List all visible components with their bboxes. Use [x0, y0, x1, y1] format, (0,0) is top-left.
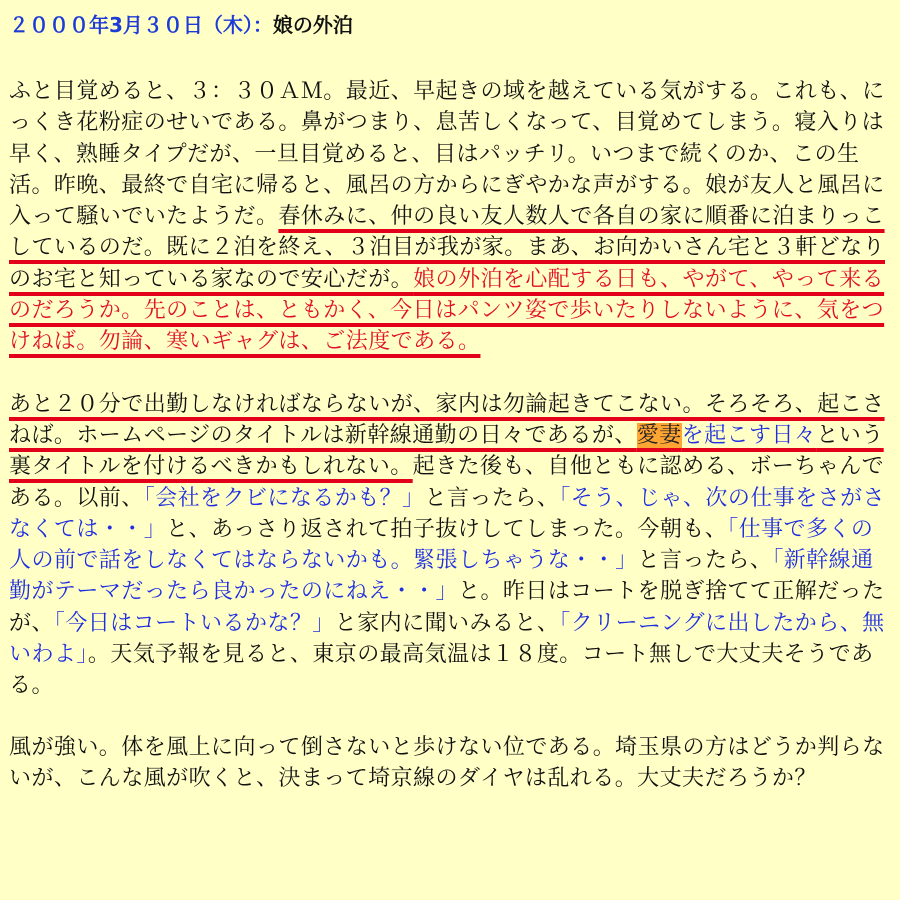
paragraph-2-text-2: と言ったら、 [424, 485, 560, 511]
paragraph-2 [9, 389, 894, 702]
paragraph-2-underlined-1: あと２０分で出勤しなければならないが、家内は勿論起きてこない。そろそろ、起こさねば。ホームページのタイトルは新幹線通勤の日々であるが、 [9, 391, 885, 448]
quote-blue-3: 「仕事で多くの人の前で話をしなくてはならないかも。緊張しちゃうな・・」 [9, 516, 874, 574]
entry-title: 娘の外泊 [272, 13, 353, 37]
quote-blue-4: 「新幹線通勤がテーマだったら良かったのにねえ・・」 [9, 548, 874, 605]
paragraph-3 [9, 732, 894, 795]
paragraph-2-text-5: と。昨日はコートを脱ぎ捨てて正解だったが、 [9, 579, 885, 636]
paragraph-2-text-7: 。天気予報を見ると、東京の最高気温は１８度。コート無しで大丈夫そうである。 [9, 642, 874, 699]
entry-date: ２０００年3月３０日（木） [9, 13, 253, 37]
entry-header [9, 8, 894, 42]
quote-blue-6: 「クリーニングに出したから、無いわよ」 [9, 610, 885, 668]
quote-blue-1: 「会社をクビになるかも？」 [143, 485, 425, 511]
paragraph-1-underlined-red: 娘の外泊を心配する日も、やがて、やって来るのだろうか。先のことは、ともかく、今日はパンツ姿で歩いたりしないように、気をつけねば。勿論、寒いギャグは、ご法度である。 [9, 266, 885, 355]
paragraph-1-text: ふと目覚めると、３：３０ＡＭ。最近、早起きの域を越えている気がする。これも、にっくき花粉症のせいである。鼻がつまり、息苦しくなって、目覚めてしまう。寝入りは早く、熟睡タイプだが、一旦目覚めると、目はパッチリ。いつまで続くのか、この生活。昨晩、最終で自宅に帰ると、風呂の方からにぎやかな声がする。娘が友人と風呂に入って騒いでいたようだ。 [9, 79, 885, 230]
paragraph-2-underlined-2: という裏タイトルを付けるべきかもしれない。 [9, 422, 884, 480]
paragraph-2-text-6: と家内に聞いみると、 [334, 610, 560, 636]
paragraph-3-text: 風が強い。体を風上に向って倒さないと歩けない位である。埼玉県の方はどうか判らないが、こんな風が吹くと、決まって埼京線のダイヤは乱れる。大丈夫だろうか？ [9, 734, 885, 791]
paragraph-2-underlined-blue: を起こす日々 [681, 422, 817, 448]
header-colon: ： [252, 13, 273, 37]
quote-blue-5: 「今日はコートいるかな？」 [53, 610, 335, 636]
paragraph-2-text-4: と言ったら、 [637, 548, 773, 574]
quote-blue-2: 「そう、じゃ、次の仕事をさがさなくては・・」 [9, 485, 886, 542]
paragraph-2-text-3: と、あっさり返されて拍子抜けしてしまった。今朝も、 [166, 516, 728, 542]
highlighted-word: 愛妻 [636, 422, 682, 448]
paragraph-1 [9, 76, 894, 358]
paragraph-2-text-1: 起きた後も、自他ともに認める、ボーちゃんである。以前、 [9, 454, 885, 511]
paragraph-1-underlined: 春休みに、仲の良い友人数人で各自の家に順番に泊まりっこしているのだ。既に２泊を終え、３泊目が我が家。まあ、お向かいさん宅と３軒どなりのお宅と知っている家なので安心だが。 [9, 204, 885, 292]
